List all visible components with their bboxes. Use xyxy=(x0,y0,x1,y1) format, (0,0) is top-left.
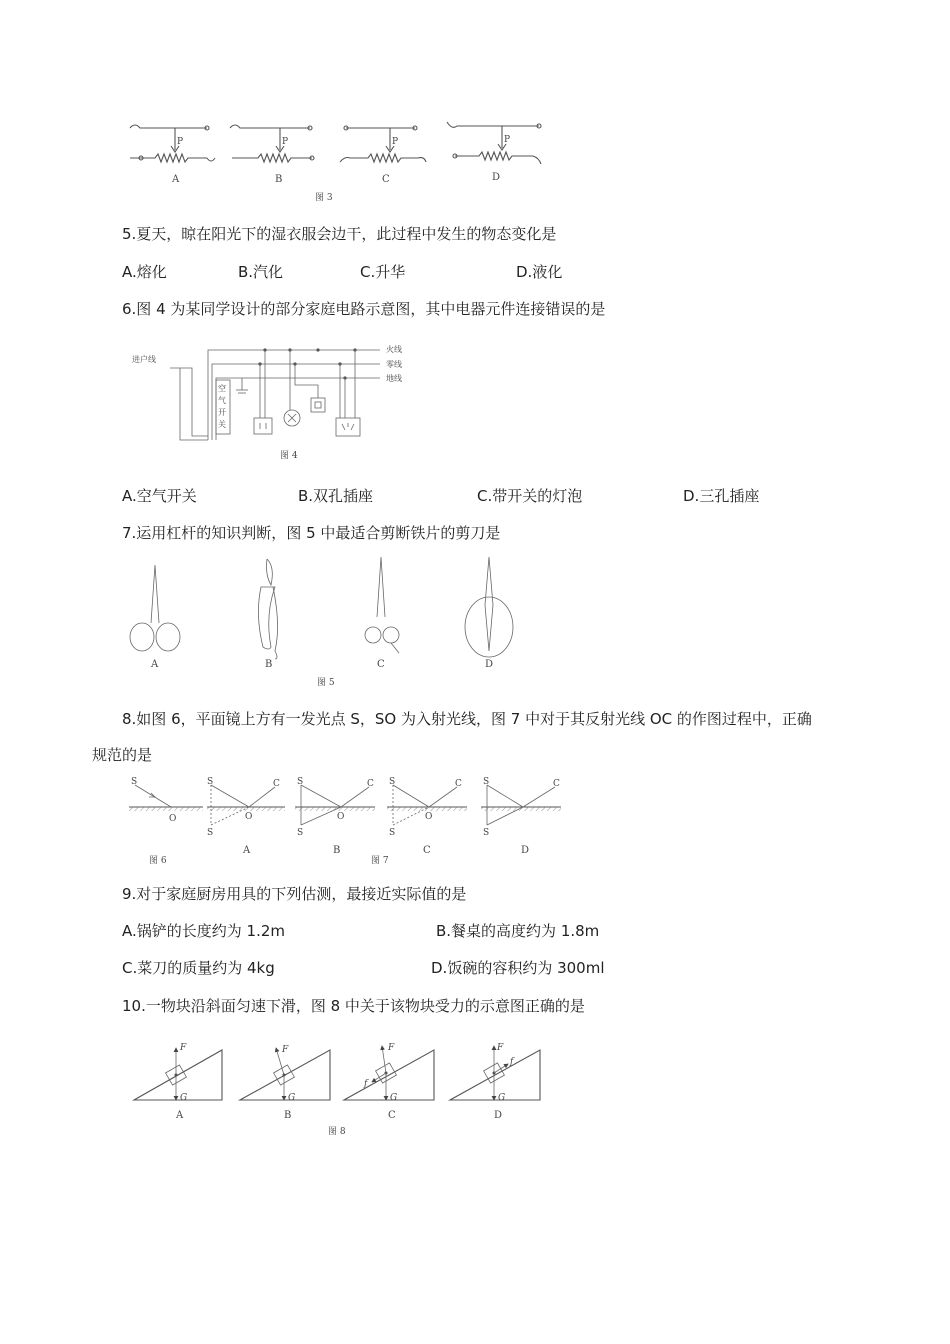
fig8-label-b: B xyxy=(284,1110,292,1121)
svg-text:O: O xyxy=(169,814,177,824)
svg-text:G: G xyxy=(390,1093,398,1103)
svg-text:C: C xyxy=(273,779,280,789)
svg-text:S: S xyxy=(131,777,138,787)
fig5-caption: 图 5 xyxy=(317,678,335,688)
svg-text:O: O xyxy=(425,812,433,822)
scissors-a xyxy=(130,565,180,670)
q6-option-c: C.带开关的灯泡 xyxy=(477,487,583,505)
fig8-caption: 图 8 xyxy=(328,1127,346,1137)
fig3-caption: 图 3 xyxy=(315,193,333,203)
fig3-label-a: A xyxy=(172,174,180,185)
q6-option-d: D.三孔插座 xyxy=(683,487,760,505)
fig7-label-c: C xyxy=(423,845,431,856)
figure-6-7 xyxy=(125,775,565,870)
rheostat-c xyxy=(340,126,426,185)
fig4-caption: 图 4 xyxy=(280,451,298,461)
rheostat-a xyxy=(130,125,215,185)
svg-text:S: S xyxy=(389,828,396,838)
svg-text:F: F xyxy=(497,1043,504,1053)
svg-text:气: 气 xyxy=(218,396,226,405)
fig3-label-d: D xyxy=(492,172,501,183)
q9-option-b: B.餐桌的高度约为 1.8m xyxy=(436,922,600,940)
fig5-label-c: C xyxy=(377,659,385,670)
svg-text:S: S xyxy=(207,828,214,838)
slider-label: P xyxy=(392,137,399,147)
question-8-line1: 8.如图 6，平面镜上方有一发光点 S，SO 为入射光线，图 7 中对于其反射光线 OC 的作图过程中，正确 xyxy=(122,710,812,728)
scissors-d xyxy=(465,557,513,670)
scissors-c xyxy=(365,557,399,670)
question-9: 9.对于家庭厨房用具的下列估测，最接近实际值的是 xyxy=(122,885,467,903)
svg-text:S: S xyxy=(297,828,304,838)
svg-text:G: G xyxy=(180,1093,188,1103)
fig8-label-c: C xyxy=(388,1110,396,1121)
live-wire-label: 火线 xyxy=(386,345,402,354)
figure-7-b xyxy=(295,777,389,866)
svg-text:f: f xyxy=(510,1057,514,1067)
incline-d xyxy=(450,1043,540,1121)
slider-label: P xyxy=(282,137,289,147)
fig6-caption: 图 6 xyxy=(149,856,167,866)
q9-option-a: A.锅铲的长度约为 1.2m xyxy=(122,922,286,940)
svg-text:O: O xyxy=(337,812,345,822)
question-8-line2: 规范的是 xyxy=(92,746,153,764)
svg-text:F: F xyxy=(282,1045,289,1055)
ground-wire-label: 地线 xyxy=(386,374,402,383)
rheostat-b xyxy=(230,125,314,185)
fig3-label-c: C xyxy=(382,174,390,185)
incline-b xyxy=(240,1045,330,1121)
question-7: 7.运用杠杆的知识判断，图 5 中最适合剪断铁片的剪刀是 xyxy=(122,524,501,542)
svg-text:F: F xyxy=(388,1043,395,1053)
fig8-label-d: D xyxy=(494,1110,503,1121)
fig5-label-d: D xyxy=(485,659,494,670)
svg-text:G: G xyxy=(498,1093,506,1103)
svg-text:F: F xyxy=(180,1043,187,1053)
q5-option-b: B.汽化 xyxy=(238,263,284,281)
q5-option-c: C.升华 xyxy=(360,263,406,281)
q5-option-a: A.熔化 xyxy=(122,263,167,281)
svg-text:f: f xyxy=(364,1079,368,1089)
svg-text:S: S xyxy=(483,828,490,838)
svg-text:S: S xyxy=(207,777,214,787)
q6-option-a: A.空气开关 xyxy=(122,487,197,505)
svg-text:S: S xyxy=(483,777,490,787)
q9-option-c: C.菜刀的质量约为 4kg xyxy=(122,959,275,977)
svg-text:关: 关 xyxy=(218,420,226,429)
incoming-line-label: 进户线 xyxy=(132,355,156,364)
rheostat-d xyxy=(447,122,541,183)
slider-label: P xyxy=(177,137,184,147)
svg-text:S: S xyxy=(389,777,396,787)
figure-8 xyxy=(130,1040,550,1140)
incline-c xyxy=(344,1043,434,1121)
svg-text:C: C xyxy=(455,779,462,789)
figure-7-c xyxy=(387,777,467,856)
incline-a xyxy=(134,1043,222,1121)
scissors-b xyxy=(258,559,277,670)
svg-text:S: S xyxy=(297,777,304,787)
figure-3 xyxy=(125,120,555,210)
neutral-wire-label: 零线 xyxy=(386,360,402,369)
q5-option-d: D.液化 xyxy=(516,263,563,281)
figure-7-a xyxy=(207,777,285,856)
svg-text:G: G xyxy=(288,1093,296,1103)
fig7-caption: 图 7 xyxy=(371,856,389,866)
fig5-label-a: A xyxy=(151,659,159,670)
slider-label: P xyxy=(504,135,511,145)
fig7-label-d: D xyxy=(521,845,530,856)
svg-text:C: C xyxy=(367,779,374,789)
svg-text:C: C xyxy=(553,779,560,789)
svg-text:开: 开 xyxy=(218,408,226,417)
q9-option-d: D.饭碗的容积约为 300ml xyxy=(431,959,605,977)
svg-text:O: O xyxy=(245,812,253,822)
lamp-switch xyxy=(311,398,325,412)
question-10: 10.一物块沿斜面匀速下滑，图 8 中关于该物块受力的示意图正确的是 xyxy=(122,997,585,1015)
fig7-label-a: A xyxy=(243,845,251,856)
svg-text:空: 空 xyxy=(218,384,226,393)
fig3-label-b: B xyxy=(275,174,283,185)
figure-7-d xyxy=(481,777,561,856)
fig8-label-a: A xyxy=(176,1110,184,1121)
figure-6 xyxy=(129,777,203,866)
figure-5 xyxy=(125,555,545,690)
two-hole-socket xyxy=(254,418,272,434)
fig5-label-b: B xyxy=(265,659,273,670)
question-5: 5.夏天，晾在阳光下的湿衣服会边干，此过程中发生的物态变化是 xyxy=(122,225,557,243)
air-switch-label xyxy=(218,383,226,429)
question-6: 6.图 4 为某同学设计的部分家庭电路示意图，其中电器元件连接错误的是 xyxy=(122,300,606,318)
figure-4 xyxy=(130,340,430,465)
fig7-label-b: B xyxy=(333,845,341,856)
q6-option-b: B.双孔插座 xyxy=(298,487,374,505)
